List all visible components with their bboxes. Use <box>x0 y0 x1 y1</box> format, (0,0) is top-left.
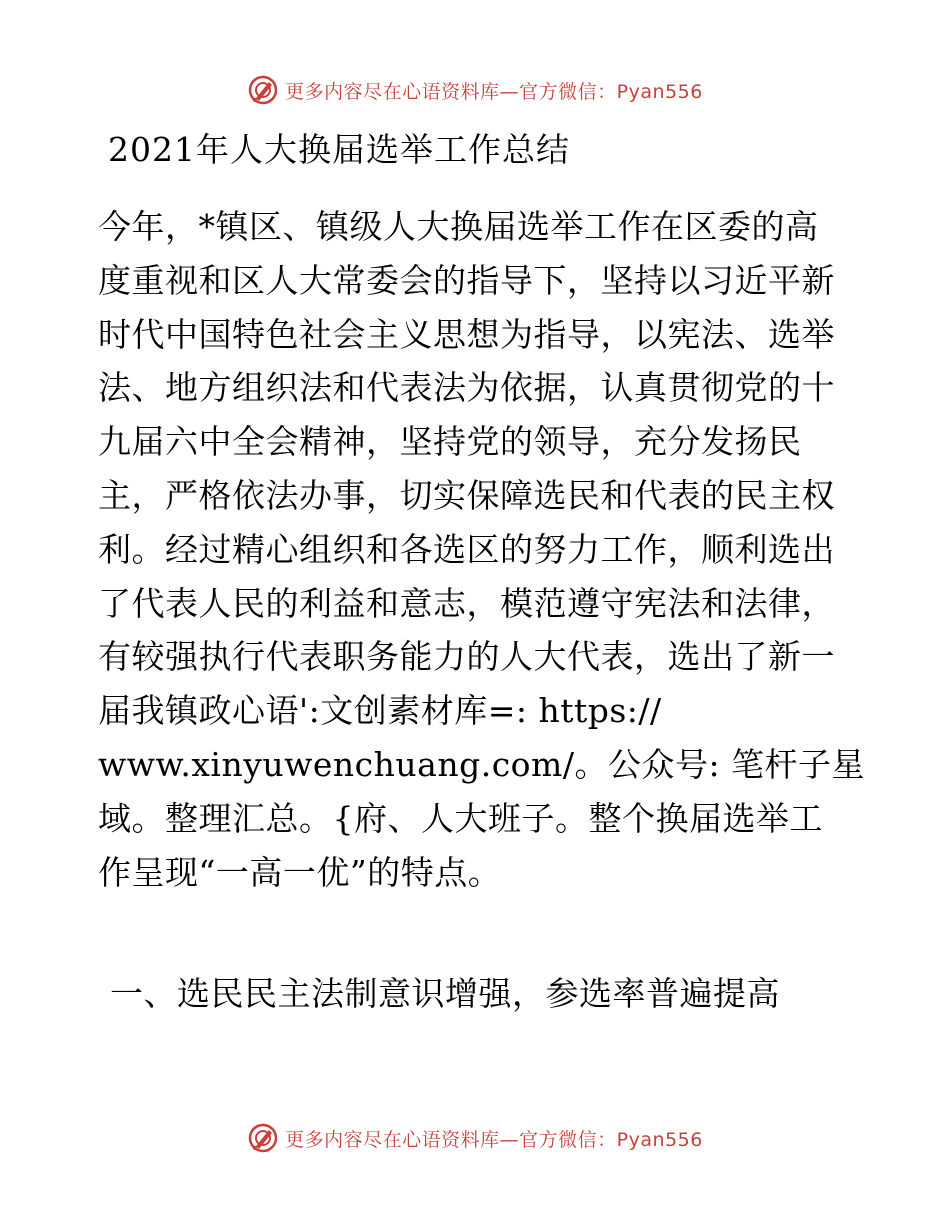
paragraph-line: www.xinyuwenchuang.com/。公众号: 笔杆子星 <box>98 744 866 784</box>
footer-watermark <box>0 1118 950 1158</box>
section-heading: 一、选民民主法制意识增强，参选率普遍提高 <box>110 974 780 1013</box>
paragraph-line: 九届六中全会精神，坚持党的领导，充分发扬民 <box>98 422 802 462</box>
paragraph-line: 度重视和区人大常委会的指导下，坚持以习近平新 <box>98 260 835 300</box>
watermark-text: 更多内容尽在心语资料库—官方微信：Pyan556 <box>285 1128 703 1151</box>
paragraph-line: 利。经过精心组织和各选区的努力工作，顺利选出 <box>98 529 835 569</box>
header-watermark <box>0 70 950 110</box>
paragraph-line: 主，严格依法办事，切实保障选民和代表的民主权 <box>98 475 835 515</box>
paragraph-line: 有较强执行代表职务能力的人大代表，选出了新一 <box>98 637 835 677</box>
logo-icon <box>247 1122 279 1154</box>
paragraph-line: 作呈现“一高一优”的特点。 <box>98 852 502 892</box>
document-paragraph <box>98 200 866 899</box>
document-title: 2021年人大换届选举工作总结 <box>108 130 570 169</box>
logo-icon <box>247 74 279 106</box>
paragraph-line: 时代中国特色社会主义思想为指导，以宪法、选举 <box>98 314 835 354</box>
paragraph-line: 域。整理汇总。{府、人大班子。整个换届选举工 <box>98 798 823 838</box>
paragraph-line: 今年，*镇区、镇级人大换届选举工作在区委的高 <box>98 207 819 246</box>
paragraph-line: 届我镇政心语':文创素材库=: https:// <box>98 691 662 731</box>
paragraph-line: 了代表人民的利益和意志，模范遵守宪法和法律， <box>98 583 835 623</box>
paragraph-line: 法、地方组织法和代表法为依据，认真贯彻党的十 <box>98 368 835 408</box>
watermark-text: 更多内容尽在心语资料库—官方微信：Pyan556 <box>285 80 703 103</box>
